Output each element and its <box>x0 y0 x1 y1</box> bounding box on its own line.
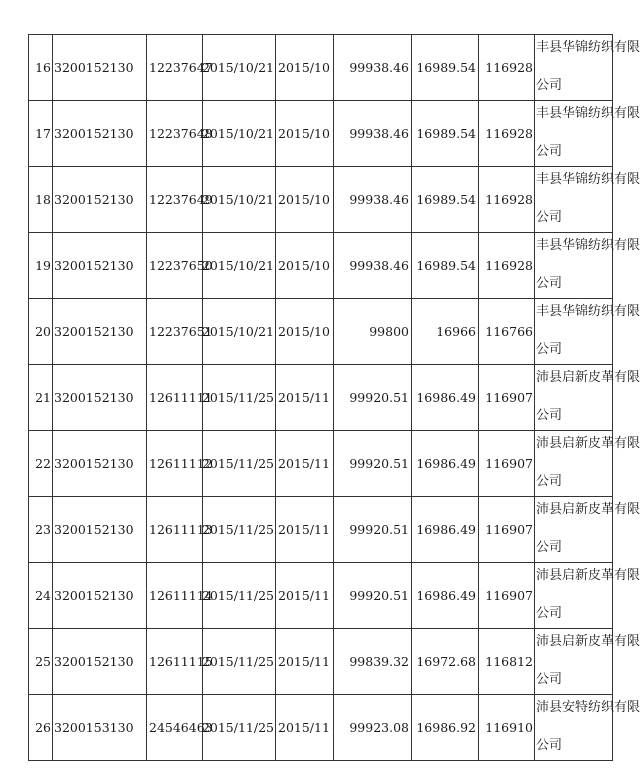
invoice-code-cell: 3200153130 <box>53 695 147 760</box>
company-name-line2: 公司 <box>536 539 563 555</box>
tax-cell: 16986.49 <box>412 365 479 430</box>
tax-cell: 16989.54 <box>412 233 479 298</box>
amount-cell: 99920.51 <box>334 563 412 628</box>
period-cell: 2015/10 <box>276 167 334 232</box>
company-cell <box>535 563 640 628</box>
total-cell: 116928 <box>479 233 535 298</box>
invoice-date-cell: 2015/11/25 <box>203 629 276 694</box>
total-cell: 116928 <box>479 101 535 166</box>
company-cell <box>535 167 640 232</box>
total-cell: 116910 <box>479 695 535 760</box>
invoice-code-cell: 3200152130 <box>53 431 147 496</box>
amount-cell: 99800 <box>334 299 412 364</box>
invoice-number-cell: 12611115 <box>147 629 203 694</box>
company-name-line2: 公司 <box>536 671 563 687</box>
tax-cell: 16972.68 <box>412 629 479 694</box>
invoice-number-cell: 12237649 <box>147 167 203 232</box>
amount-cell: 99938.46 <box>334 233 412 298</box>
invoice-code-cell: 3200152130 <box>53 497 147 562</box>
tax-cell: 16989.54 <box>412 101 479 166</box>
invoice-date-cell: 2015/10/21 <box>203 233 276 298</box>
company-name-line2: 公司 <box>536 737 563 753</box>
amount-cell: 99839.32 <box>334 629 412 694</box>
invoice-code-cell: 3200152130 <box>53 629 147 694</box>
invoice-date-cell: 2015/11/25 <box>203 431 276 496</box>
tax-cell: 16989.54 <box>412 167 479 232</box>
period-cell: 2015/11 <box>276 695 334 760</box>
company-name-line1: 沛县启新皮革有限 <box>536 370 640 385</box>
table-row <box>29 35 640 101</box>
table-row <box>29 497 640 563</box>
company-name-line1: 沛县启新皮革有限 <box>536 634 640 649</box>
invoice-table <box>28 34 640 761</box>
company-cell <box>535 299 640 364</box>
company-name-line2: 公司 <box>536 473 563 489</box>
company-name-line2: 公司 <box>536 77 563 93</box>
company-cell <box>535 101 640 166</box>
invoice-number-cell: 12237650 <box>147 233 203 298</box>
invoice-number-cell: 24546463 <box>147 695 203 760</box>
invoice-number-cell: 12611112 <box>147 431 203 496</box>
period-cell: 2015/11 <box>276 497 334 562</box>
period-cell: 2015/11 <box>276 563 334 628</box>
invoice-number-cell: 12237647 <box>147 35 203 100</box>
invoice-code-cell: 3200152130 <box>53 233 147 298</box>
row-number-cell: 19 <box>29 233 53 298</box>
table-row <box>29 695 640 761</box>
company-cell <box>535 233 640 298</box>
tax-cell: 16986.92 <box>412 695 479 760</box>
total-cell: 116907 <box>479 497 535 562</box>
amount-cell: 99938.46 <box>334 35 412 100</box>
company-cell <box>535 431 640 496</box>
company-cell <box>535 365 640 430</box>
invoice-code-cell: 3200152130 <box>53 563 147 628</box>
row-number-cell: 18 <box>29 167 53 232</box>
invoice-code-cell: 3200152130 <box>53 101 147 166</box>
total-cell: 116812 <box>479 629 535 694</box>
table-row <box>29 365 640 431</box>
company-name-line1: 丰县华锦纺织有限 <box>536 40 640 55</box>
total-cell: 116907 <box>479 431 535 496</box>
amount-cell: 99938.46 <box>334 167 412 232</box>
amount-cell: 99920.51 <box>334 365 412 430</box>
invoice-date-cell: 2015/10/21 <box>203 101 276 166</box>
invoice-code-cell: 3200152130 <box>53 365 147 430</box>
total-cell: 116928 <box>479 35 535 100</box>
invoice-number-cell: 12237648 <box>147 101 203 166</box>
table-row <box>29 563 640 629</box>
company-name-line2: 公司 <box>536 605 563 621</box>
period-cell: 2015/11 <box>276 365 334 430</box>
row-number-cell: 16 <box>29 35 53 100</box>
row-number-cell: 17 <box>29 101 53 166</box>
invoice-code-cell: 3200152130 <box>53 35 147 100</box>
amount-cell: 99920.51 <box>334 431 412 496</box>
company-name-line1: 丰县华锦纺织有限 <box>536 172 640 187</box>
tax-cell: 16986.49 <box>412 431 479 496</box>
company-name-line2: 公司 <box>536 341 563 357</box>
company-name-line1: 丰县华锦纺织有限 <box>536 238 640 253</box>
invoice-date-cell: 2015/11/25 <box>203 497 276 562</box>
company-name-line1: 沛县启新皮革有限 <box>536 568 640 583</box>
period-cell: 2015/10 <box>276 101 334 166</box>
total-cell: 116766 <box>479 299 535 364</box>
invoice-number-cell: 12237651 <box>147 299 203 364</box>
row-number-cell: 22 <box>29 431 53 496</box>
row-number-cell: 23 <box>29 497 53 562</box>
company-name-line2: 公司 <box>536 209 563 225</box>
total-cell: 116928 <box>479 167 535 232</box>
amount-cell: 99920.51 <box>334 497 412 562</box>
table-row <box>29 629 640 695</box>
period-cell: 2015/11 <box>276 629 334 694</box>
company-cell <box>535 35 640 100</box>
tax-cell: 16989.54 <box>412 35 479 100</box>
company-name-line1: 沛县启新皮革有限 <box>536 436 640 451</box>
period-cell: 2015/11 <box>276 431 334 496</box>
invoice-date-cell: 2015/11/25 <box>203 695 276 760</box>
company-name-line1: 沛县安特纺织有限 <box>536 700 640 715</box>
table-row <box>29 299 640 365</box>
invoice-number-cell: 12611113 <box>147 497 203 562</box>
invoice-date-cell: 2015/10/21 <box>203 167 276 232</box>
company-cell <box>535 695 640 760</box>
company-name-line2: 公司 <box>536 407 563 423</box>
tax-cell: 16966 <box>412 299 479 364</box>
row-number-cell: 24 <box>29 563 53 628</box>
company-name-line2: 公司 <box>536 143 563 159</box>
company-cell <box>535 629 640 694</box>
table-row <box>29 233 640 299</box>
invoice-code-cell: 3200152130 <box>53 167 147 232</box>
row-number-cell: 25 <box>29 629 53 694</box>
invoice-date-cell: 2015/11/25 <box>203 365 276 430</box>
company-name-line1: 丰县华锦纺织有限 <box>536 106 640 121</box>
period-cell: 2015/10 <box>276 233 334 298</box>
table-row <box>29 167 640 233</box>
total-cell: 116907 <box>479 563 535 628</box>
company-cell <box>535 497 640 562</box>
invoice-number-cell: 12611114 <box>147 563 203 628</box>
row-number-cell: 21 <box>29 365 53 430</box>
company-name-line2: 公司 <box>536 275 563 291</box>
table-row <box>29 431 640 497</box>
amount-cell: 99938.46 <box>334 101 412 166</box>
invoice-date-cell: 2015/10/21 <box>203 35 276 100</box>
total-cell: 116907 <box>479 365 535 430</box>
amount-cell: 99923.08 <box>334 695 412 760</box>
period-cell: 2015/10 <box>276 35 334 100</box>
invoice-number-cell: 12611111 <box>147 365 203 430</box>
tax-cell: 16986.49 <box>412 563 479 628</box>
company-name-line1: 丰县华锦纺织有限 <box>536 304 640 319</box>
tax-cell: 16986.49 <box>412 497 479 562</box>
table-row <box>29 101 640 167</box>
row-number-cell: 20 <box>29 299 53 364</box>
period-cell: 2015/10 <box>276 299 334 364</box>
invoice-date-cell: 2015/10/21 <box>203 299 276 364</box>
row-number-cell: 26 <box>29 695 53 760</box>
invoice-date-cell: 2015/11/25 <box>203 563 276 628</box>
company-name-line1: 沛县启新皮革有限 <box>536 502 640 517</box>
invoice-code-cell: 3200152130 <box>53 299 147 364</box>
